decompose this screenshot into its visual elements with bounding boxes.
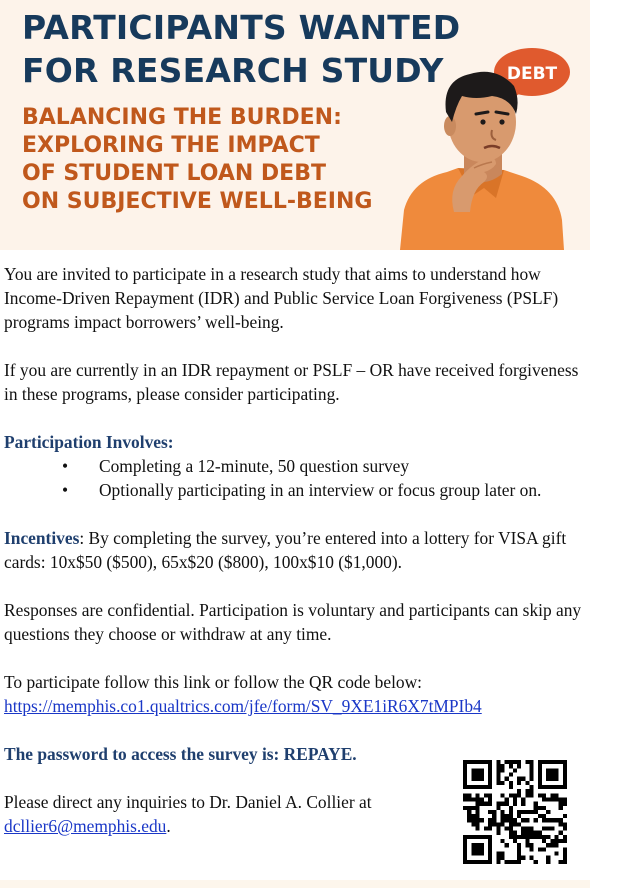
qr-code-icon[interactable]: [462, 760, 568, 864]
involves-heading: Participation Involves:: [4, 432, 174, 452]
survey-link[interactable]: https://memphis.co1.qualtrics.com/jfe/form/SV_9XE1iR6X7tMPIb4: [4, 696, 482, 716]
incentives-paragraph: [4, 526, 584, 574]
involves-list: [4, 454, 584, 502]
subtitle-line-1: BALANCING THE BURDEN:: [22, 105, 342, 130]
incentives-text: : By completing the survey, you’re entered into a lottery for VISA gift cards: 10x$50 ($500), 65x$20 ($800), 100x$10 ($1,000).: [4, 528, 567, 572]
subtitle-line-2: EXPLORING THE IMPACT: [22, 133, 320, 158]
bullet-icon: •: [62, 480, 69, 500]
confidentiality-paragraph: Responses are confidential. Participation is voluntary and participants can skip any questions they choose or withdraw at any time.: [4, 600, 582, 644]
intro-paragraph: You are invited to participate in a research study that aims to understand how Income-Driven Repayment (IDR) and Public Service Loan Forgiveness (PSLF) programs impact borrowers’ well-being.: [4, 264, 559, 332]
title-line-1: PARTICIPANTS WANTED: [22, 8, 461, 47]
list-item: [4, 454, 584, 478]
flyer-body: [4, 262, 584, 838]
title-line-2: FOR RESEARCH STUDY: [22, 51, 444, 90]
thinking-person-illustration: [392, 40, 590, 250]
study-subtitle: [22, 104, 402, 216]
bottom-band: [0, 880, 590, 888]
inquiries-suffix: .: [166, 816, 171, 836]
eligibility-paragraph: If you are currently in an IDR repayment or PSLF – OR have received forgiveness in these programs, please consider participating.: [4, 360, 579, 404]
incentives-label: Incentives: [4, 528, 80, 548]
right-margin: [590, 0, 636, 888]
bullet-text: Completing a 12-minute, 50 question survey: [99, 456, 410, 476]
subtitle-line-3: OF STUDENT LOAN DEBT: [22, 161, 326, 186]
inquiries-text: Please direct any inquiries to Dr. Daniel A. Collier at: [4, 792, 372, 812]
bubble-text: DEBT: [506, 64, 558, 84]
subtitle-line-4: ON SUBJECTIVE WELL-BEING: [22, 189, 373, 214]
email-link[interactable]: dcllier6@memphis.edu: [4, 816, 167, 836]
participate-prompt: To participate follow this link or follow the QR code below:: [4, 672, 423, 692]
bullet-text: Optionally participating in an interview or focus group later on.: [99, 480, 542, 500]
password-note: The password to access the survey is: REPAYE.: [4, 744, 357, 764]
bullet-icon: •: [62, 456, 69, 476]
list-item: [4, 478, 584, 502]
